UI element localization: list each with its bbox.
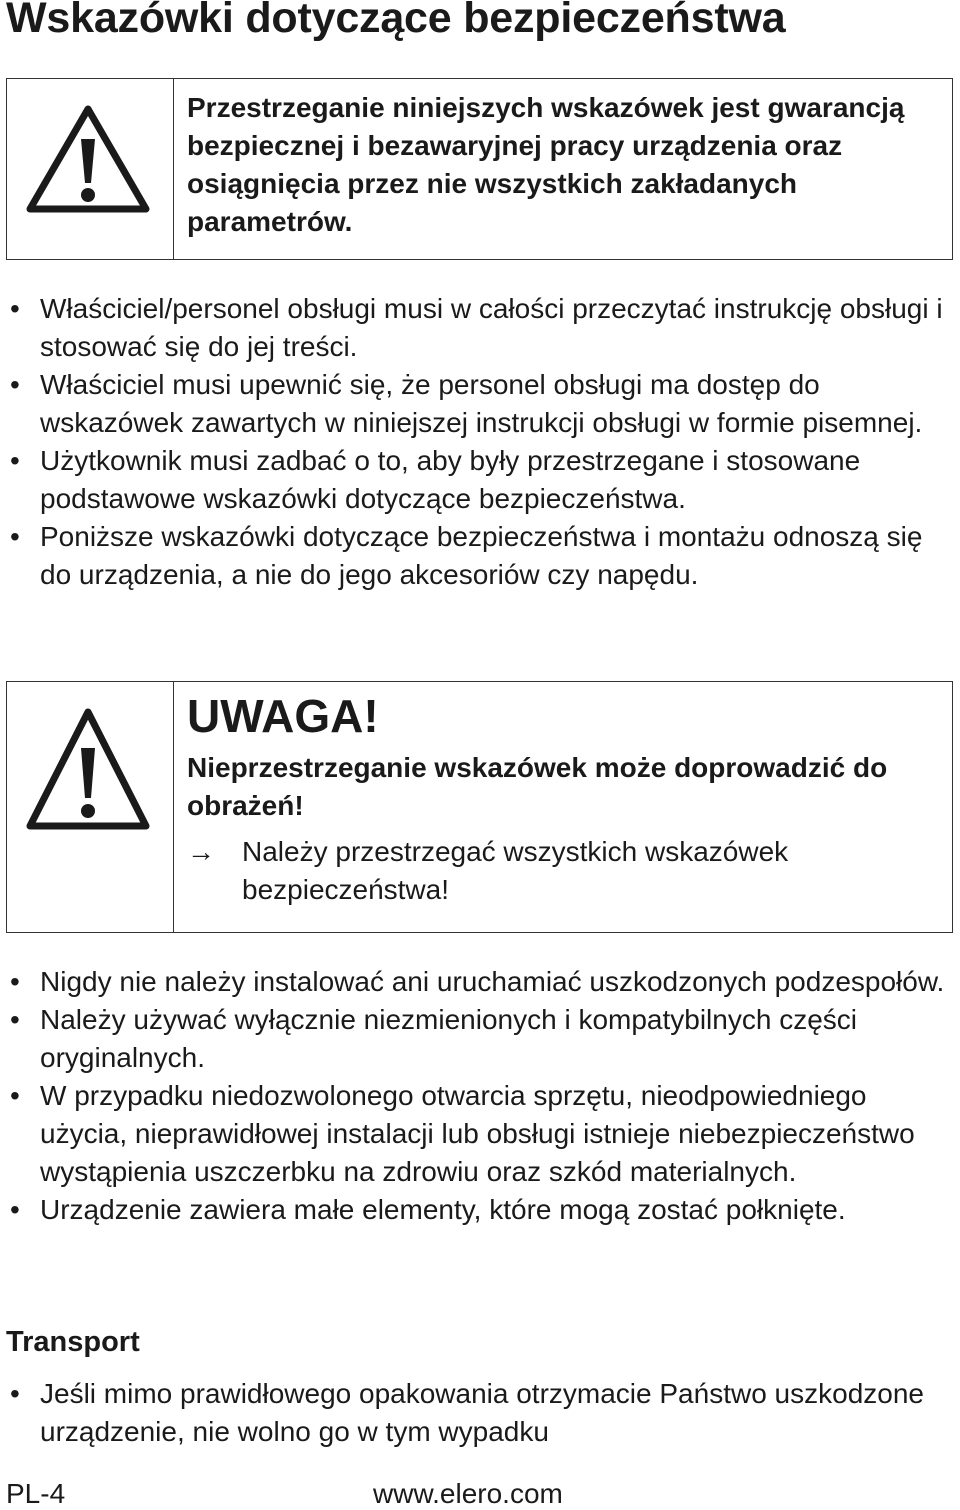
list-item: • Poniższe wskazówki dotyczące bezpieczeństwa i montażu odnoszą się do urządzenia, a nie do jego akcesoriów czy napędu. <box>0 518 960 594</box>
list-item: • W przypadku niedozwolonego otwarcia sprzętu, nieodpowiedniego użycia, nieprawidłowej instalacji lub obsługi istnieje niebezpieczeństwo wystąpienia uszczerbku na zdrowiu oraz szkód materialnych. <box>0 1077 960 1191</box>
safety-bullet-list-2 <box>0 963 960 1229</box>
caution-heading: UWAGA! <box>187 690 379 742</box>
intro-warning-box <box>6 78 953 260</box>
list-item: • Właściciel musi upewnić się, że personel obsługi ma dostęp do wskazówek zawartych w niniejszej instrukcji obsługi w formie pisemnej. <box>0 366 960 442</box>
list-item: • Użytkownik musi zadbać o to, aby były przestrzegane i stosowane podstawowe wskazówki dotyczące bezpieczeństwa. <box>0 442 960 518</box>
transport-heading: Transport <box>6 1326 140 1358</box>
transport-bullet-list <box>0 1375 960 1451</box>
arrow-right-icon: → <box>187 836 215 867</box>
warning-triangle-icon <box>24 103 152 215</box>
page-number: PL-4 <box>6 1478 66 1509</box>
list-item: • Nigdy nie należy instalować ani uruchamiać uszkodzonych podzespołów. <box>0 963 960 1001</box>
intro-icon-cell <box>7 79 174 259</box>
caution-action-text: Należy przestrzegać wszystkich wskazówek bezpieczeństwa! <box>242 836 789 905</box>
list-item: • Należy używać wyłącznie niezmienionych i kompatybilnych części oryginalnych. <box>0 1001 960 1077</box>
safety-bullet-list <box>0 290 960 594</box>
warning-triangle-icon <box>24 706 152 832</box>
caution-box <box>6 681 953 933</box>
footer-url: www.elero.com <box>373 1478 563 1509</box>
list-item: • Jeśli mimo prawidłowego opakowania otrzymacie Państwo uszkodzone urządzenie, nie wolno go w tym wypadku <box>0 1375 960 1451</box>
caution-icon-cell <box>7 682 174 932</box>
caution-text: Nieprzestrzeganie wskazówek może doprowadzić do obrażeń! <box>187 752 888 821</box>
page-title: Wskazówki dotyczące bezpieczeństwa <box>6 0 786 42</box>
caution-action <box>187 833 952 909</box>
intro-warning-text: Przestrzeganie niniejszych wskazówek jest gwarancją bezpiecznej i bezawaryjnej pracy urządzenia oraz osiągnięcia przez nie wszystkich zakładanych parametrów. <box>187 92 905 237</box>
list-item: • Właściciel/personel obsługi musi w całości przeczytać instrukcję obsługi i stosować się do jej treści. <box>0 290 960 366</box>
list-item: • Urządzenie zawiera małe elementy, które mogą zostać połknięte. <box>0 1191 960 1229</box>
